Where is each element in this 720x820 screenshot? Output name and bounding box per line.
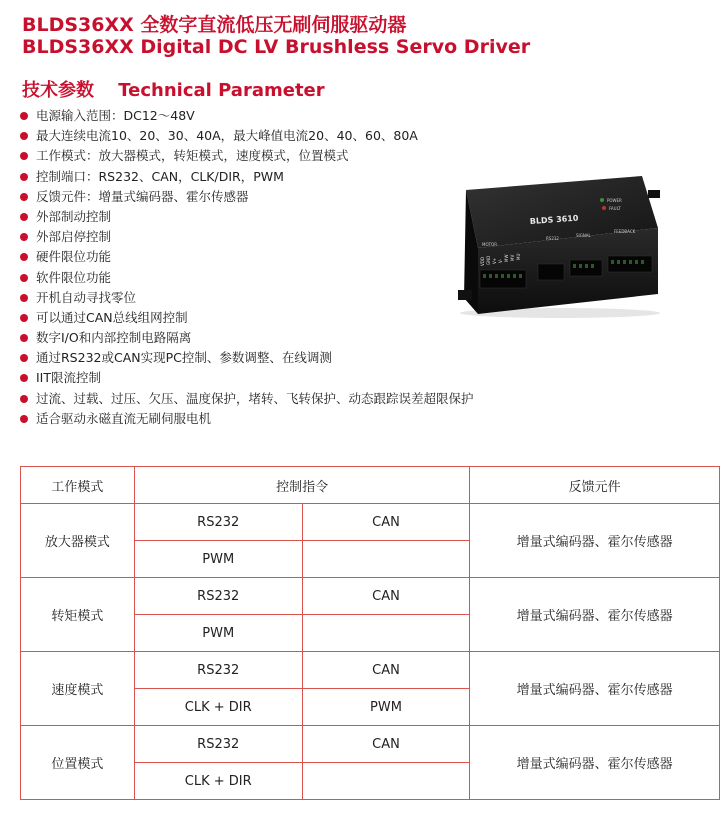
bullet-dot-icon (20, 294, 28, 302)
title-chinese: BLDS36XX 全数字直流低压无刷伺服驱动器 (22, 14, 407, 36)
feature-item (18, 106, 558, 126)
bullet-dot-icon (20, 274, 28, 282)
bullet-dot-icon (20, 395, 28, 403)
table-header-row (21, 467, 720, 504)
control-cell: CLK + DIR (134, 689, 302, 726)
feature-text: 数字I/O和内部控制电路隔离 (36, 330, 192, 346)
pin-label: VDD (480, 257, 485, 266)
control-cell: CAN (302, 578, 470, 615)
port-label-motor: MOTOR (482, 242, 497, 247)
feature-text: 控制端口：RS232、CAN，CLK/DIR，PWM (36, 168, 284, 184)
port-label-signal: SIGNAL (576, 233, 591, 238)
table-row (21, 652, 720, 689)
port-label-feedback: FEEDBACK (614, 229, 636, 234)
table-row (21, 504, 720, 541)
feature-text: 可以通过CAN总线组网控制 (36, 309, 188, 325)
feedback-cell: 增量式编码器、霍尔传感器 (470, 726, 720, 800)
feature-text: 工作模式：放大器模式，转矩模式，速度模式，位置模式 (36, 148, 349, 164)
bullet-dot-icon (20, 213, 28, 221)
bullet-dot-icon (20, 314, 28, 322)
product-model-label: BLDS 3610 (529, 213, 579, 226)
control-cell: RS232 (134, 652, 302, 689)
section-title-en: Technical Parameter (118, 80, 325, 101)
header-feedback: 反馈元件 (470, 467, 720, 504)
feature-item (18, 389, 558, 409)
power-led-label: POWER (607, 198, 622, 203)
bullet-dot-icon (20, 112, 28, 120)
feature-text: 硬件限位功能 (36, 249, 112, 265)
feature-text: 电源输入范围：DC12～48V (36, 108, 195, 123)
pin-label: MV (510, 254, 515, 261)
control-cell: PWM (302, 689, 470, 726)
feature-text: 最大连续电流10、20、30、40A，最大峰值电流20、40、60、80A (36, 128, 418, 144)
bullet-dot-icon (20, 354, 28, 362)
bullet-dot-icon (20, 193, 28, 201)
section-title (22, 76, 325, 102)
feedback-cell: 增量式编码器、霍尔传感器 (470, 578, 720, 652)
feature-text: IIT限流控制 (36, 370, 102, 386)
fault-led-icon (602, 206, 606, 210)
bullet-dot-icon (20, 415, 28, 423)
bullet-dot-icon (20, 233, 28, 241)
table-row (21, 726, 720, 763)
feature-text: 外部启停控制 (36, 229, 112, 245)
section-title-cn: 技术参数 (22, 80, 94, 101)
table-row (21, 578, 720, 615)
control-cell: PWM (134, 615, 302, 652)
control-cell: CLK + DIR (134, 763, 302, 800)
servo-driver-product-image (452, 170, 664, 318)
control-cell: RS232 (134, 578, 302, 615)
control-cell (302, 763, 470, 800)
pin-label: GND (486, 255, 491, 265)
control-cell: CAN (302, 726, 470, 763)
title-english: BLDS36XX Digital DC LV Brushless Servo Driver (22, 36, 531, 58)
feature-item (18, 409, 558, 429)
feature-text: 通过RS232或CAN实现PC控制、参数调整、在线调测 (36, 350, 332, 366)
feature-item (18, 146, 558, 166)
motor-connector (480, 270, 526, 288)
control-cell: CAN (302, 504, 470, 541)
power-led-icon (600, 198, 604, 202)
fault-led-label: FAULT (609, 206, 621, 211)
feedback-cell: 增量式编码器、霍尔传感器 (470, 652, 720, 726)
mode-cell: 放大器模式 (21, 504, 135, 578)
header-control: 控制指令 (134, 467, 470, 504)
pin-label: MU (516, 253, 521, 260)
feature-text: 外部制动控制 (36, 208, 112, 224)
feature-text: 过流、过载、过压、欠压、温度保护，堵转、飞转保护、动态跟踪误差超限保护 (36, 390, 474, 406)
pin-label: V- (498, 259, 503, 263)
feature-item (18, 328, 558, 348)
rs232-connector (538, 264, 564, 280)
bullet-dot-icon (20, 334, 28, 342)
control-cell: CAN (302, 652, 470, 689)
bullet-dot-icon (20, 374, 28, 382)
mode-table (20, 466, 720, 800)
mode-cell: 转矩模式 (21, 578, 135, 652)
port-label-rs232: RS232 (546, 236, 559, 241)
feedback-cell: 增量式编码器、霍尔传感器 (470, 504, 720, 578)
control-cell (302, 615, 470, 652)
mode-cell: 位置模式 (21, 726, 135, 800)
feature-text: 反馈元件：增量式编码器、霍尔传感器 (36, 188, 249, 204)
feature-text: 开机自动寻找零位 (36, 289, 137, 305)
feature-item (18, 126, 558, 146)
control-cell (302, 541, 470, 578)
bullet-dot-icon (20, 253, 28, 261)
feature-item (18, 368, 558, 388)
control-cell: RS232 (134, 726, 302, 763)
bullet-dot-icon (20, 132, 28, 140)
control-cell: PWM (134, 541, 302, 578)
feature-text: 适合驱动永磁直流无刷伺服电机 (36, 410, 212, 426)
pin-label: MW (504, 254, 509, 262)
feature-item (18, 348, 558, 368)
mode-cell: 速度模式 (21, 652, 135, 726)
pin-label: V+ (492, 257, 497, 264)
bullet-dot-icon (20, 173, 28, 181)
control-cell: RS232 (134, 504, 302, 541)
feature-text: 软件限位功能 (36, 269, 112, 285)
header-mode: 工作模式 (21, 467, 135, 504)
bullet-dot-icon (20, 152, 28, 160)
